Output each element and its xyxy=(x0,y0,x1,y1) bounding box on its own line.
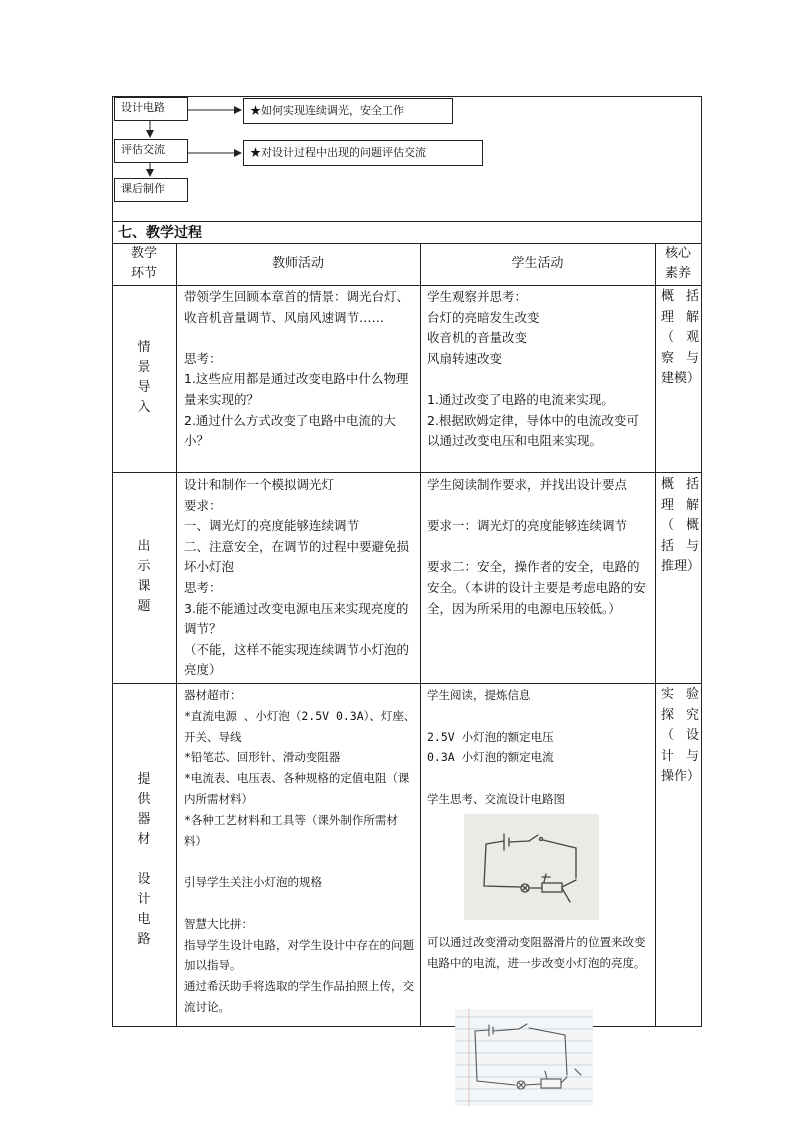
flow-note-1: ★如何实现连续调光，安全工作 xyxy=(243,98,453,124)
header-student: 学生活动 xyxy=(511,256,564,271)
core-row3: 实验探究（设计与操作） xyxy=(661,687,701,785)
section-title: 七、教学过程 xyxy=(118,225,202,241)
student-row2: 学生阅读制作要求，并找出设计要点 要求一：调光灯的亮度能够连续调节 要求二：安全，操作者的安全，电路的安全。（本讲的设计主要是考虑电路的安全，因为所采用的电源电压较低。） xyxy=(427,477,646,616)
core-row1: 概括理解（观察与建模） xyxy=(661,289,701,387)
student-row3-bottom: 可以通过改变滑动变阻器滑片的位置来改变电路中的电流，进一步改变小灯泡的亮度。 xyxy=(427,935,646,970)
flow-note-2: ★对设计过程中出现的问题评估交流 xyxy=(243,140,483,166)
core-row2: 概括理解（概括与推理） xyxy=(661,477,701,575)
stage-row2: 出 示 课 题 xyxy=(137,539,151,614)
flow-arrows xyxy=(0,0,794,230)
stage-row3: 提 供 器 材 设 计 电 路 xyxy=(137,772,151,947)
teacher-row2: 设计和制作一个模拟调光灯 要求： 一、调光灯的亮度能够连续调节 二、注意安全，在调节的过程中要避免损坏小灯泡 思考： 3.能不能通过改变电源电压来实现亮度的调节？ （不能，这样不能实现连续调节小灯泡的亮度） xyxy=(184,477,410,678)
flow-box-evaluate: 评估交流 xyxy=(114,139,188,163)
circuit-photo-1 xyxy=(464,814,599,920)
header-stage: 教学 环节 xyxy=(130,246,157,281)
student-row1: 学生观察并思考： 台灯的亮暗发生改变 收音机的音量改变 风扇转速改变 1.通过改变了电路的电流来实现。 2.根据欧姆定律，导体中的电流改变可以通过改变电压和电阻来实现。 xyxy=(427,289,639,449)
header-teacher: 教师活动 xyxy=(271,256,324,271)
teacher-row1: 带领学生回顾本章首的情景：调光台灯、收音机音量调节、风扇风速调节…… 思考： 1.这些应用都是通过改变电路中什么物理量来实现的？ 2.通过什么方式改变了电路中电流的大小？ xyxy=(184,289,410,449)
flow-box-after-class: 课后制作 xyxy=(114,178,188,202)
student-row3-top: 学生阅读，提炼信息 2.5V 小灯泡的额定电压 0.3A 小灯泡的额定电流 学生思考、交流设计电路图 xyxy=(427,688,565,806)
header-core: 核心 素养 xyxy=(664,246,691,281)
teacher-row3: 器材超市： *直流电源 、小灯泡（2.5V 0.3A）、灯座、开关、导线 *铅笔芯、回形针、滑动变阻器 *电流表、电压表、各种规格的定值电阻（课内所需材料） *各种工艺材料和工具等（课外制作所需材料） 引导学生关注小灯泡的规格 智慧大比拼： 指导学生设计电路，对学生设计中存在的问题加以指导。 通过希沃助手将选取的学生作品拍照上传，交流讨论。 xyxy=(184,688,416,1014)
stage-row1: 情 景 导 入 xyxy=(137,340,151,415)
circuit-photo-2 xyxy=(455,1009,593,1106)
flow-box-design-circuit: 设计电路 xyxy=(114,97,188,121)
